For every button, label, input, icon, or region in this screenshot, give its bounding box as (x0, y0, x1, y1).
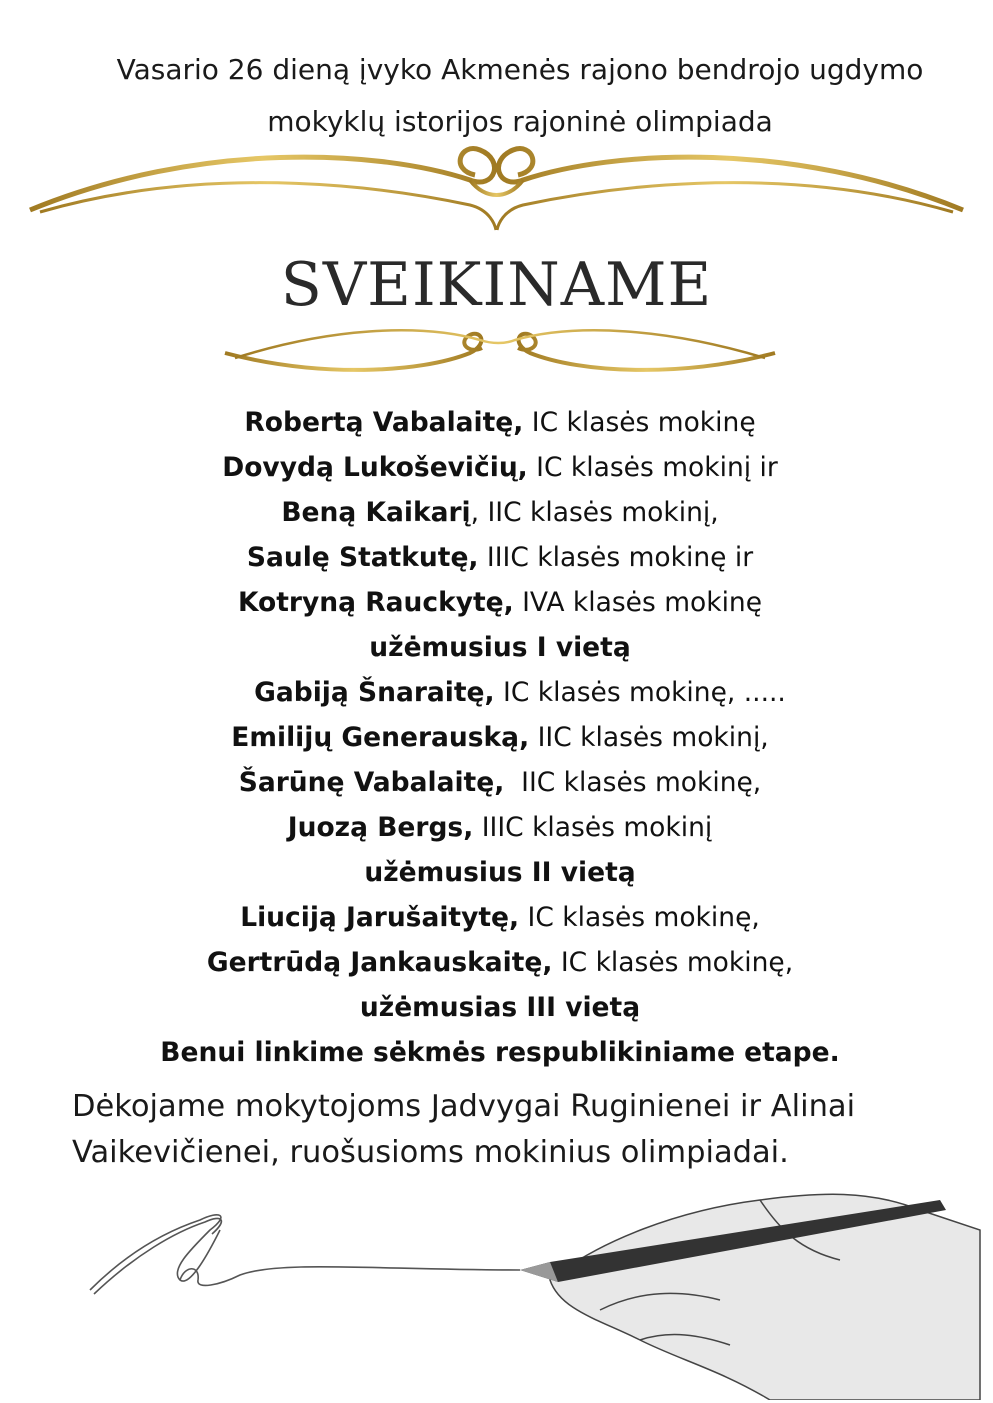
list-item: Šarūnę Vabalaitę, IIC klasės mokinę, (238, 767, 762, 798)
place-heading: užėmusias III vietą (359, 992, 641, 1023)
list-item: Saulę Statkutę, IIIC klasės mokinę ir (246, 542, 754, 573)
list-item: Dovydą Lukoševičių, IC klasės mokinį ir (222, 452, 778, 483)
wish-line: Benui linkime sėkmės respublikiniame etape. (160, 1037, 840, 1068)
thanks-line-1: Dėkojame mokytojoms Jadvygai Ruginienei ir Alinai (72, 1089, 856, 1124)
place-heading: užėmusius II vietą (364, 857, 636, 888)
list-item: Emilijų Generauską, IIC klasės mokinį, (231, 722, 769, 753)
list-item: Gertrūdą Jankauskaitę, IC klasės mokinę, (206, 947, 794, 978)
congratulation-list (60, 400, 940, 1075)
list-item: Kotryną Rauckytę, IVA klasės mokinę (237, 587, 763, 618)
headline: SVEIKINAME (280, 250, 713, 320)
thanks-line-2: Vaikevičienei, ruošusioms mokinius olimpiadai. (72, 1135, 789, 1170)
signature-icon (90, 1215, 520, 1294)
place-heading: užėmusius I vietą (369, 632, 631, 663)
list-item: Gabiją Šnaraitę, IC klasės mokinę, ..... (254, 677, 786, 708)
hand-icon (550, 1194, 980, 1400)
list-item: Juozą Bergs, IIIC klasės mokinį (287, 812, 713, 843)
list-item: Liuciją Jarušaitytę, IC klasės mokinę, (240, 902, 760, 933)
intro-line-2: mokyklų istorijos rajoninė olimpiada (267, 105, 773, 138)
top-ornament-icon (0, 130, 993, 240)
signature-hand-illustration (80, 1170, 985, 1400)
bottom-ornament-icon (0, 318, 993, 388)
intro-line-1: Vasario 26 dieną įvyko Akmenės rajono bendrojo ugdymo (116, 53, 924, 86)
list-item: Beną Kaikarį, IIC klasės mokinį, (281, 497, 719, 528)
thanks-text (72, 1084, 972, 1176)
list-item: Robertą Vabalaitę, IC klasės mokinę (244, 407, 756, 438)
